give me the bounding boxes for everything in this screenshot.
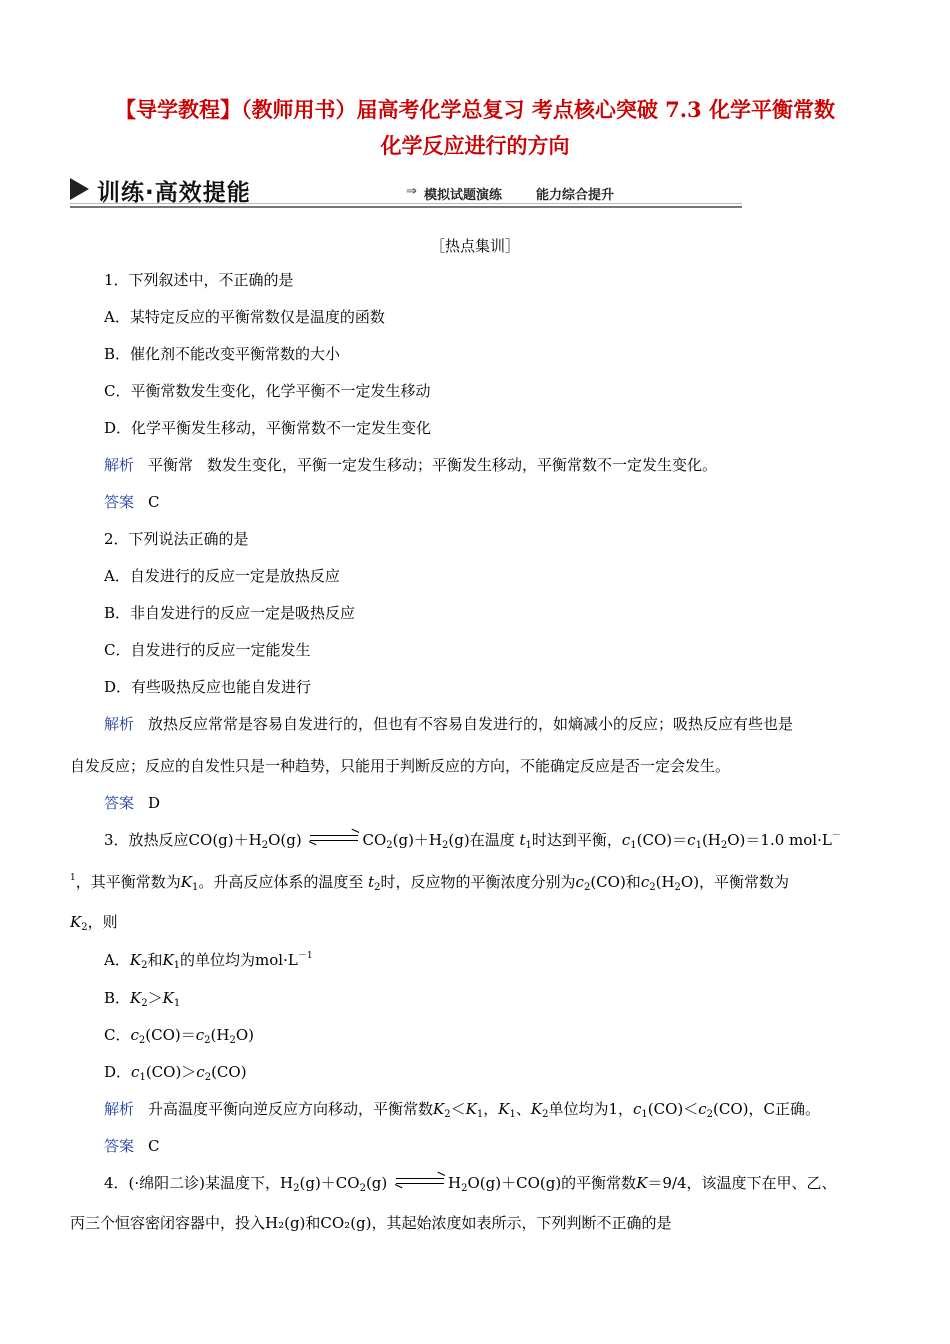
equilibrium-arrow-icon xyxy=(308,832,360,844)
title-line-2: 化学反应进行的方向 xyxy=(380,133,570,158)
q2-analysis xyxy=(104,714,793,734)
q2-option-a: A．自发进行的反应一定是放热反应 xyxy=(104,567,340,585)
q2-analysis-cont: 自发反应；反应的自发性只是一种趋势，只能用于判断反应的方向，不能确定反应是否一定会发生。 xyxy=(70,757,731,775)
q4-stem-line-2: 丙三个恒容密闭容器中，投入H₂(g)和CO₂(g)，其起始浓度如表所示，下列判断不正确的是 xyxy=(70,1214,672,1232)
q3-option-a: A．$K_2$和$K_1$的单位均为$mol\cdot L^{-1}$ xyxy=(104,951,313,971)
q3-option-b: B．$K_2>K_1$ xyxy=(104,989,181,1009)
q1-option-b: B．催化剂不能改变平衡常数的大小 xyxy=(104,345,341,363)
banner-rule xyxy=(70,206,742,208)
q3-option-c: C．$c_2(CO)=c_2(H_2O)$ xyxy=(104,1026,254,1046)
q2-option-d: D．有些吸热反应也能自发进行 xyxy=(104,678,312,696)
banner-title: 训练·高效提能 xyxy=(97,180,251,206)
q2-answer xyxy=(104,793,160,813)
answer-label: 答案 xyxy=(104,794,135,812)
banner-rule-thin xyxy=(70,203,742,204)
q1-option-c: C．平衡常数发生变化，化学平衡不一定发生移动 xyxy=(104,382,431,400)
title-line-1: 【导学教程】（教师用书）届高考化学总复习 考点核心突破 7.3 化学平衡常数 xyxy=(115,97,835,122)
answer-label: 答案 xyxy=(104,1137,135,1155)
q3-analysis: 解析 升高温度平衡向逆反应方向移动，平衡常数$K_2<K_1$，$K_1$、$K_2$单位均为1，$c_1(CO)<c_2(CO)$，C正确。 xyxy=(104,1100,821,1120)
q1-stem: 1．下列叙述中，不正确的是 xyxy=(104,271,294,289)
q2-answer-value: D xyxy=(148,794,161,812)
q3-answer-value: C xyxy=(148,1137,160,1155)
analysis-label: 解析 xyxy=(104,715,135,733)
q1-analysis-text-b: 数发生变化，平衡一定发生移动；平衡发生移动，平衡常数不一定发生变化。 xyxy=(207,456,718,474)
equilibrium-arrow-icon xyxy=(394,1175,446,1187)
q4-stem-line-1: 4．(·绵阳二诊)某温度下，$H_2(g)+CO_2(g)$ $H_2O(g)+CO(g)$的平衡常数K＝9/4，该温度下在甲、乙、 xyxy=(104,1173,837,1193)
document-title xyxy=(70,92,880,164)
q2-analysis-text-1: 放热反应常常是容易自发进行的，但也有不容易自发进行的，如熵减小的反应；吸热反应有些也是 xyxy=(148,715,794,733)
q2-option-c: C．自发进行的反应一定能发生 xyxy=(104,641,311,659)
q1-answer xyxy=(104,492,160,512)
section-banner xyxy=(70,174,742,208)
play-triangle-icon xyxy=(70,178,89,200)
section-label: ［热点集训］ xyxy=(429,237,520,255)
q3-answer xyxy=(104,1136,160,1156)
q3-stem-line-2: $^1$，其平衡常数为$K_1$。升高反应体系的温度至 $t_2$时，反应物的平衡浓度分别为$c_2(CO)$和$c_2(H_2O)$，平衡常数为 xyxy=(70,873,790,893)
q2-option-b: B．非自发进行的反应一定是吸热反应 xyxy=(104,604,356,622)
q3-option-d: D．$c_1(CO)>c_2(CO)$ xyxy=(104,1063,247,1083)
q3-stem-line-3: $K_2$，则 xyxy=(70,913,118,933)
q1-analysis xyxy=(104,455,717,475)
q1-option-d: D．化学平衡发生移动，平衡常数不一定发生变化 xyxy=(104,419,432,437)
q1-analysis-text-a: 平衡常 xyxy=(148,456,194,474)
q3-stem-line-1: 3．放热反应$CO(g)+H_2O(g)$ $CO_2(g)+H_2(g)$在温度 $t_1$时达到平衡，$c_1(CO)=c_1(H_2O)=1.0$ mol·L－ xyxy=(104,830,841,850)
analysis-label: 解析 xyxy=(104,1100,135,1118)
double-arrow-icon: ⇒ xyxy=(406,184,417,199)
answer-label: 答案 xyxy=(104,493,135,511)
banner-subtitle-2: 能力综合提升 xyxy=(536,188,615,203)
analysis-label: 解析 xyxy=(104,456,135,474)
q2-stem: 2．下列说法正确的是 xyxy=(104,530,249,548)
q1-answer-value: C xyxy=(148,493,160,511)
banner-subtitle-1: 模拟试题演练 xyxy=(424,188,503,203)
q1-option-a: A．某特定反应的平衡常数仅是温度的函数 xyxy=(104,308,385,326)
